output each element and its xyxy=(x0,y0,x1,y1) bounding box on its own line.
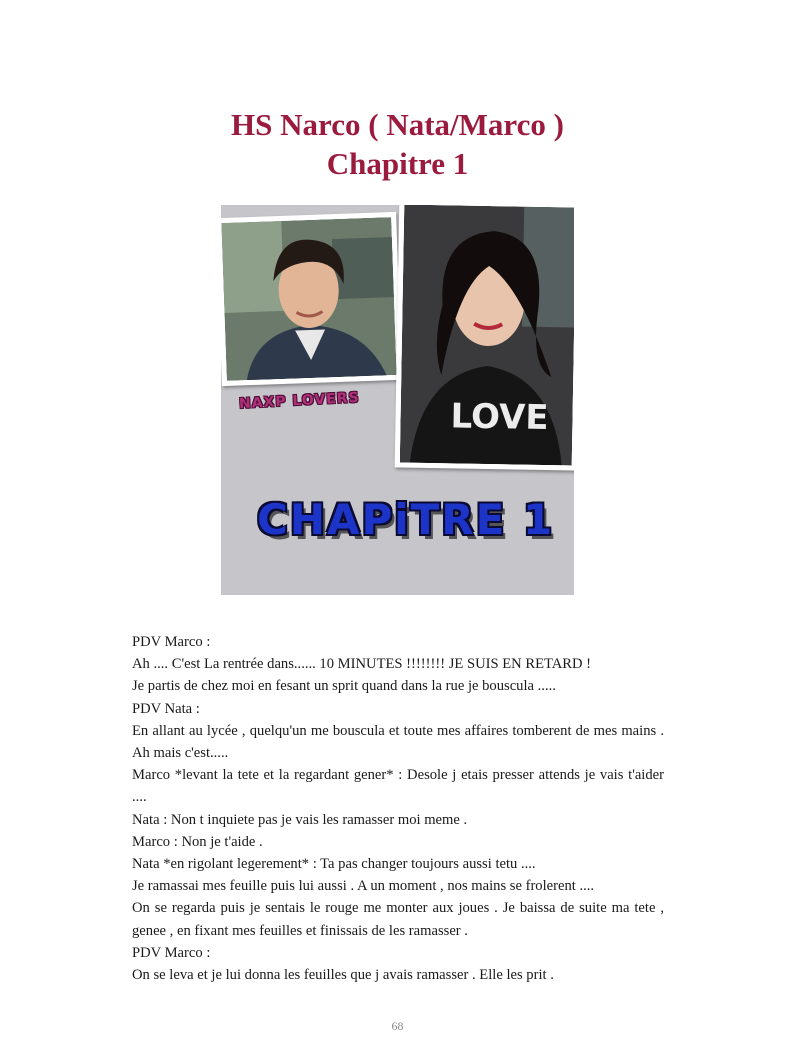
paragraph: Nata *en rigolant legerement* : Ta pas changer toujours aussi tetu .... xyxy=(132,856,536,873)
page-number: 68 xyxy=(391,1019,404,1033)
naxp-lovers-tag: NAXP LOVERS xyxy=(238,389,361,413)
paragraph: Je partis de chez moi en fesant un sprit quand dans la rue je bouscula ..... xyxy=(132,678,556,695)
paragraph: On se regarda puis je sentais le rouge me monter aux joues . Je baissa de suite ma tete , genee , en fixant mes feuilles et finissais de les ramasser . xyxy=(132,900,664,939)
boy-photo xyxy=(221,212,402,386)
shirt-text: LOVE xyxy=(450,396,549,439)
paragraph: Nata : Non t inquiete pas je vais les ramasser moi meme . xyxy=(132,811,468,828)
paragraph: PDV Marco : xyxy=(132,944,211,961)
story-text xyxy=(132,631,664,986)
paragraph: Je ramassai mes feuille puis lui aussi . A un moment , nos mains se frolerent .... xyxy=(132,878,595,895)
paragraph: PDV Nata : xyxy=(132,700,200,717)
chapter-artwork-text: CHAPiTRE 1 xyxy=(257,495,555,544)
cover-image xyxy=(221,205,574,595)
paragraph: PDV Marco : xyxy=(132,634,211,650)
paragraph: En allant au lycée , quelqu'un me bouscula et toute mes affaires tomberent de mes mains . Ah mais c'est..... xyxy=(132,722,664,762)
chapter-title: Chapitre 1 xyxy=(326,146,469,181)
paragraph: Marco : Non je t'aide . xyxy=(132,833,263,850)
girl-photo xyxy=(395,205,574,471)
paragraph: Marco *levant la tete et la regardant gener* : Desole j etais presser attends je vais t'aider .... xyxy=(132,767,664,806)
page-title: HS Narco ( Nata/Marco ) xyxy=(231,107,564,142)
paragraph: On se leva et je lui donna les feuilles que j avais ramasser . Elle les prit . xyxy=(132,967,554,984)
paragraph: Ah .... C'est La rentrée dans...... 10 MINUTES !!!!!!!! JE SUIS EN RETARD ! xyxy=(132,656,592,673)
